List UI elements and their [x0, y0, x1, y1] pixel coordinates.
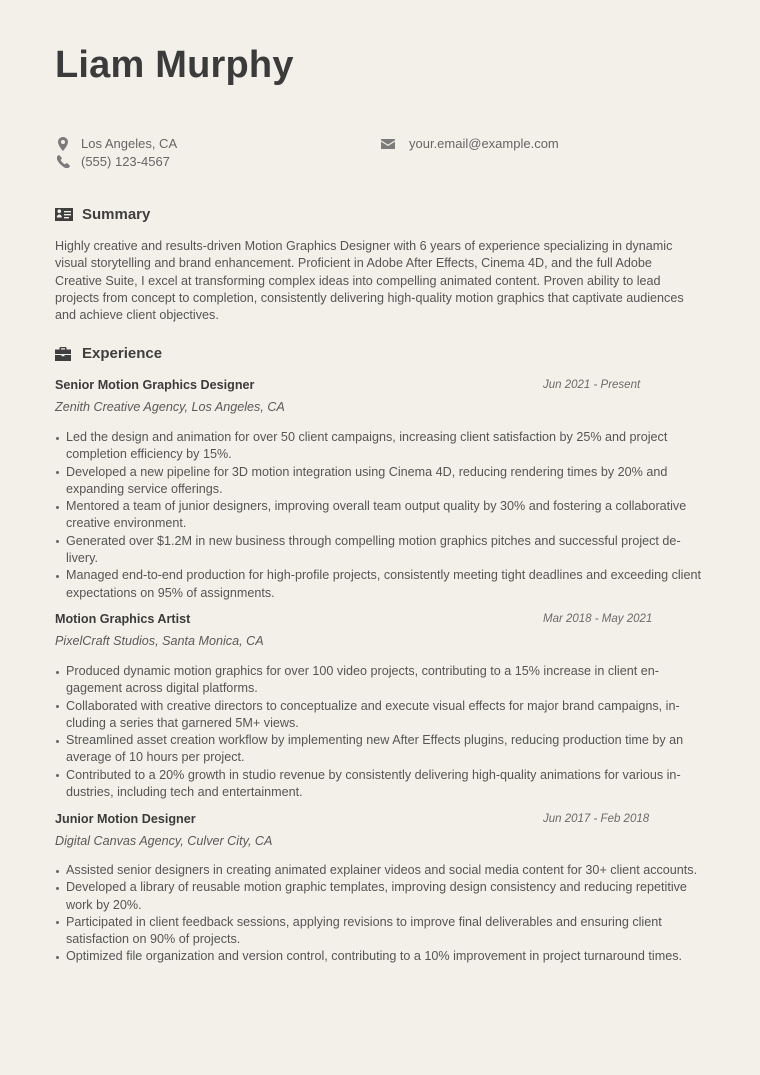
- list-item: Streamlined asset creation workflow by implementing new After Effects plugins, reducing production time by an average of 10 hours per project.: [55, 732, 705, 767]
- contact-phone: [55, 154, 170, 169]
- list-item: Collaborated with creative directors to conceptualize and execute visual effects for major brand campaigns, including a series that garnered 5M+ views.: [55, 698, 705, 733]
- list-item: Optimized file organization and version control, contributing to a 10% improvement in project turnaround times.: [55, 948, 705, 965]
- summary-text: Highly creative and results-driven Motion Graphics Designer with 6 years of experience specializing in dynamic visual storytelling and brand enhancement. Proficient in Adobe After Effects, Cinema 4D, and the full Adobe Creative Suite, I excel at transforming complex ideas into compelling animated content. Proven ability to lead projects from concept to completion, consistently delivering high-quality motion graphics that captivate audiences and achieve client objectives.: [55, 239, 684, 323]
- map-pin-icon: [55, 137, 71, 151]
- phone-text: (555) 123-4567: [81, 154, 170, 169]
- job-dates: Mar 2018 - May 2021: [543, 613, 653, 625]
- job-company: Digital Canvas Agency, Culver City, CA: [55, 834, 273, 848]
- phone-icon: [55, 155, 71, 169]
- job-dates: Jun 2017 - Feb 2018: [543, 813, 650, 825]
- list-item: Produced dynamic motion graphics for over 100 video projects, contributing to a 15% increase in client engagement across digital platforms.: [55, 663, 705, 698]
- job-company: PixelCraft Studios, Santa Monica, CA: [55, 634, 264, 648]
- list-item: Developed a library of reusable motion graphic templates, improving design consistency and reducing repetitive work by 20%.: [55, 879, 705, 914]
- contact-location: [55, 136, 177, 151]
- job-title: Junior Motion Designer: [55, 812, 196, 826]
- list-item: Contributed to a 20% growth in studio revenue by consistently delivering high-quality animations for various industries, including tech and entertainment.: [55, 767, 705, 802]
- list-item: Assisted senior designers in creating animated explainer videos and social media content for 30+ client accounts.: [55, 862, 705, 879]
- list-item: Developed a new pipeline for 3D motion integration using Cinema 4D, reducing rendering times by 20% and expanding service offerings.: [55, 464, 705, 499]
- briefcase-icon: [55, 346, 73, 362]
- summary-heading: Summary: [55, 206, 150, 223]
- email-link[interactable]: your.email@example.com: [409, 136, 559, 151]
- envelope-icon: [380, 137, 396, 151]
- list-item: Participated in client feedback sessions, applying revisions to improve final deliverables and ensuring client satisfaction on 90% of projects.: [55, 914, 705, 949]
- job-company: Zenith Creative Agency, Los Angeles, CA: [55, 400, 285, 414]
- contact-email: [380, 136, 559, 151]
- list-item: Managed end-to-end production for high-profile projects, consistently meeting tight deadlines and exceeding client expectations on 95% of assignments.: [55, 567, 705, 602]
- job-bullets: [55, 429, 705, 602]
- location-text: Los Angeles, CA: [81, 136, 178, 151]
- experience-heading: Experience: [55, 345, 162, 362]
- job-bullets: [55, 862, 705, 966]
- list-item: Led the design and animation for over 50 client campaigns, increasing client satisfaction by 25% and project completion efficiency by 15%.: [55, 429, 705, 464]
- job-dates: Jun 2021 - Present: [543, 379, 641, 391]
- job-title: Motion Graphics Artist: [55, 612, 191, 626]
- candidate-name: Liam Murphy: [55, 44, 294, 86]
- list-item: Mentored a team of junior designers, improving overall team output quality by 30% and fostering a collaborative creative environment.: [55, 498, 705, 533]
- id-card-icon: [55, 207, 73, 223]
- list-item: Generated over $1.2M in new business through compelling motion graphics pitches and successful project delivery.: [55, 533, 705, 568]
- job-bullets: [55, 663, 705, 801]
- job-title: Senior Motion Graphics Designer: [55, 378, 255, 392]
